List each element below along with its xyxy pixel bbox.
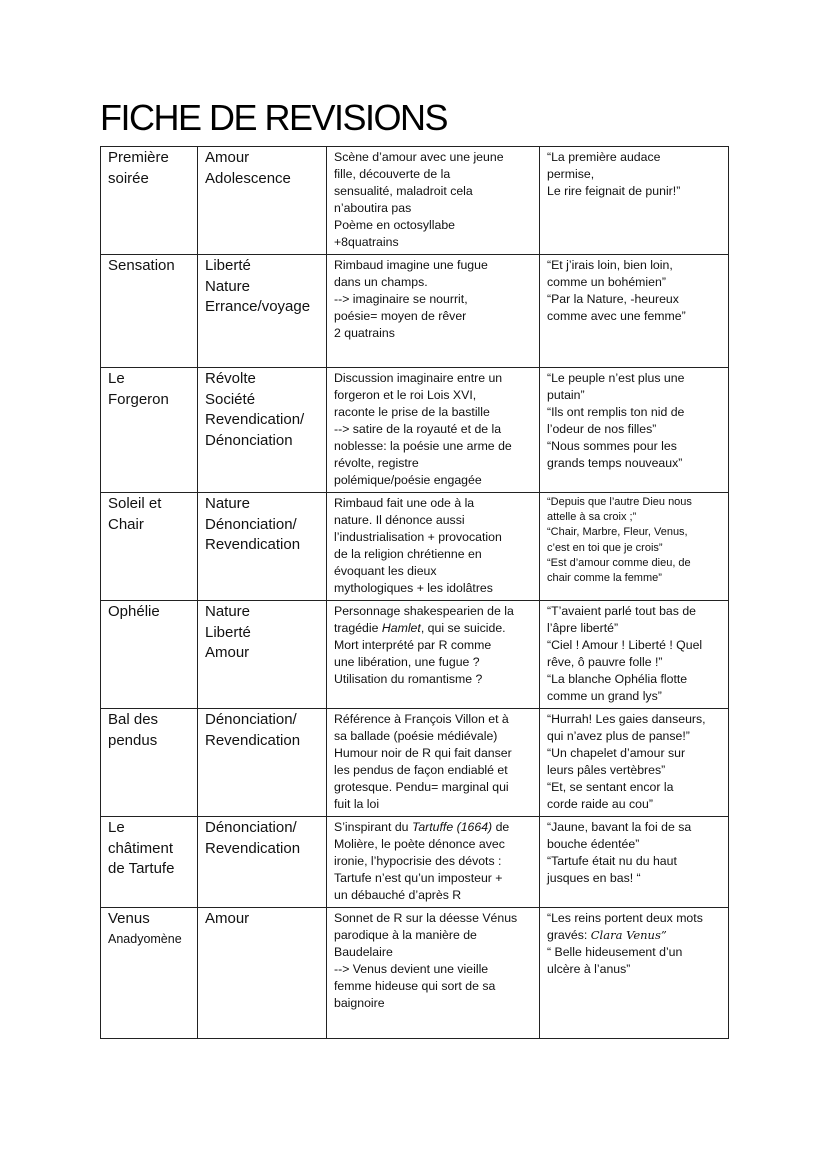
quote-line: “Hurrah! Les gaies danseurs, xyxy=(547,712,706,726)
quote-line: chair comme la femme” xyxy=(547,572,662,585)
analysis-line: Rimbaud imagine une fugue xyxy=(334,258,488,272)
quote-line: “Le peuple n’est plus une xyxy=(547,371,685,385)
quote-line: “Jaune, bavant la foi de sa xyxy=(547,820,692,834)
table-row xyxy=(101,601,729,709)
analysis-line: grotesque. Pendu= marginal qui xyxy=(334,780,509,794)
theme-item: Errance/voyage xyxy=(205,298,311,315)
themes-cell xyxy=(198,709,327,817)
quote-line: “Et j’irais loin, bien loin, xyxy=(547,258,673,272)
themes-cell xyxy=(198,817,327,908)
analysis-line: Scène d’amour avec une jeune xyxy=(334,150,504,164)
analysis-line: --> Venus devient une vieille xyxy=(334,962,489,976)
quote-line: corde raide au cou” xyxy=(547,797,653,811)
quote-line: “Et, se sentant encor la xyxy=(547,780,674,794)
poem-title-cell xyxy=(101,255,198,368)
analysis-line: une libération, une fugue ? xyxy=(334,655,480,669)
quote-line: attelle à sa croix ;” xyxy=(547,511,637,524)
poem-title-cell xyxy=(101,817,198,908)
analysis-cell xyxy=(327,147,540,255)
poem-title-line: Ophélie xyxy=(108,603,160,620)
poem-title-cell xyxy=(101,147,198,255)
analysis-cell xyxy=(327,255,540,368)
themes-cell xyxy=(198,908,327,1039)
theme-item: Dénonciation/ xyxy=(205,515,297,533)
themes-cell xyxy=(198,493,327,601)
analysis-cell xyxy=(327,908,540,1039)
quote-line: putain” xyxy=(547,388,585,402)
analysis-line: sa ballade (poésie médiévale) xyxy=(334,729,498,743)
quote-line: l’odeur de nos filles” xyxy=(547,422,657,436)
table-row xyxy=(101,493,729,601)
page-title: FICHE DE REVISIONS xyxy=(100,97,448,138)
table-row xyxy=(101,709,729,817)
analysis-cell xyxy=(327,493,540,601)
quotes-cell xyxy=(540,709,729,817)
table-row xyxy=(101,908,729,1039)
quote-line: permise, xyxy=(547,167,595,181)
quote-line: “Par la Nature, -heureux xyxy=(547,292,679,306)
analysis-cell xyxy=(327,368,540,493)
revision-table xyxy=(100,146,729,1039)
quote-line: l’âpre liberté” xyxy=(547,621,619,635)
analysis-line: les pendus de façon endiablé et xyxy=(334,763,508,777)
poem-title-line: de Tartufe xyxy=(108,860,175,877)
quotes-cell xyxy=(540,601,729,709)
poem-title-line: soirée xyxy=(108,169,149,187)
theme-item: Révolte xyxy=(205,370,256,387)
analysis-text: de xyxy=(492,820,510,834)
analysis-line: sensualité, maladroit cela xyxy=(334,184,473,198)
analysis-line: fille, découverte de la xyxy=(334,167,451,181)
poem-title-line: Chair xyxy=(108,515,144,533)
analysis-line xyxy=(334,819,532,836)
quote-line: comme un grand lys” xyxy=(547,689,662,703)
quote-line: “Depuis que l’autre Dieu nous xyxy=(547,496,692,508)
quote-line xyxy=(547,927,721,944)
analysis-line: Référence à François Villon et à xyxy=(334,712,509,726)
quote-line: “Un chapelet d’amour sur xyxy=(547,746,686,760)
poem-title-line: Sensation xyxy=(108,257,175,274)
quote-line: “Est d’amour comme dieu, de xyxy=(547,556,691,569)
themes-cell xyxy=(198,368,327,493)
theme-item: Dénonciation/ xyxy=(205,711,297,728)
poem-title-line: Venus xyxy=(108,910,150,927)
poem-title-cell xyxy=(101,908,198,1039)
analysis-line: forgeron et le roi Lois XVI, xyxy=(334,388,477,402)
quote-emphasis: Clara Venus” xyxy=(590,928,667,942)
analysis-line: n’aboutira pas xyxy=(334,201,412,215)
analysis-line: Sonnet de R sur la déesse Vénus xyxy=(334,911,518,925)
poem-title-cell xyxy=(101,493,198,601)
analysis-line: fuit la loi xyxy=(334,797,380,811)
quote-line: “La première audace xyxy=(547,150,661,164)
poem-subtitle: Anadyomène xyxy=(108,931,182,946)
analysis-line: baignoire xyxy=(334,996,385,1010)
theme-item: Dénonciation/ xyxy=(205,819,297,836)
analysis-line: un débauché d’après R xyxy=(334,888,462,902)
quote-line: comme avec une femme” xyxy=(547,309,686,323)
analysis-line: mythologiques + les idolâtres xyxy=(334,581,493,595)
analysis-line: raconte le prise de la bastille xyxy=(334,405,490,419)
quote-line: grands temps nouveaux” xyxy=(547,456,683,470)
theme-item: Revendication xyxy=(205,839,301,857)
analysis-line: femme hideuse qui sort de sa xyxy=(334,979,496,993)
theme-item: Amour xyxy=(205,644,250,661)
quotes-cell xyxy=(540,255,729,368)
themes-cell xyxy=(198,255,327,368)
theme-item: Revendication xyxy=(205,731,301,749)
analysis-line: --> imaginaire se nourrit, xyxy=(334,292,468,306)
analysis-line: noblesse: la poésie une arme de xyxy=(334,439,512,453)
analysis-line: Humour noir de R qui fait danser xyxy=(334,746,512,760)
poem-title-cell xyxy=(101,709,198,817)
theme-item: Nature xyxy=(205,277,251,295)
analysis-line: +8quatrains xyxy=(334,235,399,249)
analysis-line: évoquant les dieux xyxy=(334,564,437,578)
theme-item: Dénonciation xyxy=(205,431,293,449)
table-row xyxy=(101,147,729,255)
analysis-cell xyxy=(327,709,540,817)
analysis-line xyxy=(334,620,532,637)
poem-title-cell xyxy=(101,601,198,709)
quotes-cell xyxy=(540,817,729,908)
quote-line: bouche édentée” xyxy=(547,837,640,851)
table-row xyxy=(101,368,729,493)
analysis-line: --> satire de la royauté et de la xyxy=(334,422,502,436)
poem-title-line: Bal des xyxy=(108,711,159,728)
quote-line: c’est en toi que je crois” xyxy=(547,541,663,554)
theme-item: Nature xyxy=(205,495,251,512)
theme-item: Adolescence xyxy=(205,169,291,187)
theme-item: Amour xyxy=(205,910,250,927)
quote-line: “Les reins portent deux mots xyxy=(547,911,703,925)
theme-item: Revendication xyxy=(205,536,301,553)
analysis-text: tragédie xyxy=(334,621,382,635)
analysis-line: ironie, l’hypocrisie des dévots : xyxy=(334,854,502,868)
poem-title-cell xyxy=(101,368,198,493)
themes-cell xyxy=(198,147,327,255)
quote-line: “Chair, Marbre, Fleur, Venus, xyxy=(547,526,688,539)
analysis-cell xyxy=(327,601,540,709)
analysis-line: polémique/poésie engagée xyxy=(334,473,482,487)
quote-line: leurs pâles vertèbres” xyxy=(547,763,666,777)
theme-item: Liberté xyxy=(205,257,251,274)
quotes-cell xyxy=(540,147,729,255)
poem-title-line: pendus xyxy=(108,731,158,749)
analysis-line: révolte, registre xyxy=(334,456,419,470)
analysis-line: Rimbaud fait une ode à la xyxy=(334,496,475,510)
quote-text: gravés: xyxy=(547,928,591,942)
quote-line: qui n’avez plus de panse!” xyxy=(547,729,690,743)
poem-title-line: châtiment xyxy=(108,839,174,857)
quote-line: rêve, ô pauvre folle !” xyxy=(547,655,663,669)
poem-title-line: Première xyxy=(108,149,169,166)
quote-line: “ Belle hideusement d’un xyxy=(547,945,683,959)
quote-line: ulcère à l’anus” xyxy=(547,962,631,976)
analysis-line: poésie= moyen de rêver xyxy=(334,309,467,323)
quote-line: comme un bohémien” xyxy=(547,275,666,289)
theme-item: Nature xyxy=(205,603,251,620)
analysis-line: Discussion imaginaire entre un xyxy=(334,371,503,385)
analysis-line: Poème en octosyllabe xyxy=(334,218,455,232)
analysis-line: Personnage shakespearien de la xyxy=(334,604,514,618)
poem-title-line: Le xyxy=(108,370,125,387)
quote-line: “Nous sommes pour les xyxy=(547,439,677,453)
themes-cell xyxy=(198,601,327,709)
analysis-line: 2 quatrains xyxy=(334,326,395,340)
work-title: Tartuffe (1664) xyxy=(411,820,493,834)
quotes-cell xyxy=(540,493,729,601)
quote-line: Le rire feignait de punir!” xyxy=(547,184,681,198)
quote-line: “Tartufe était nu du haut xyxy=(547,854,677,868)
quotes-cell xyxy=(540,908,729,1039)
quote-line: “Ciel ! Amour ! Liberté ! Quel xyxy=(547,638,703,652)
analysis-line: Mort interprété par R comme xyxy=(334,638,492,652)
analysis-cell xyxy=(327,817,540,908)
theme-item: Amour xyxy=(205,149,250,166)
quote-line: “La blanche Ophélia flotte xyxy=(547,672,688,686)
analysis-text: S’inspirant du xyxy=(334,820,412,834)
analysis-text: , qui se suicide. xyxy=(420,621,506,635)
analysis-line: nature. Il dénonce aussi xyxy=(334,513,465,527)
poem-title-line: Le xyxy=(108,819,125,836)
analysis-line: parodique à la manière de xyxy=(334,928,477,942)
analysis-line: Tartufe n’est qu’un imposteur + xyxy=(334,871,503,885)
work-title: Hamlet xyxy=(381,621,421,635)
quotes-cell xyxy=(540,368,729,493)
table-row xyxy=(101,255,729,368)
theme-item: Liberté xyxy=(205,623,251,641)
analysis-line: dans un champs. xyxy=(334,275,428,289)
analysis-line: Molière, le poète dénonce avec xyxy=(334,837,505,851)
quote-line: “Ils ont remplis ton nid de xyxy=(547,405,685,419)
analysis-line: de la religion chrétienne en xyxy=(334,547,482,561)
poem-title-line: Soleil et xyxy=(108,495,162,512)
poem-title-line: Forgeron xyxy=(108,390,169,408)
theme-item: Revendication/ xyxy=(205,411,305,428)
quote-line: “T’avaient parlé tout bas de xyxy=(547,604,697,618)
analysis-line: Utilisation du romantisme ? xyxy=(334,672,483,686)
analysis-line: Baudelaire xyxy=(334,945,393,959)
quote-line: jusques en bas! “ xyxy=(547,871,641,885)
theme-item: Société xyxy=(205,390,256,408)
table-row xyxy=(101,817,729,908)
analysis-line: l’industrialisation + provocation xyxy=(334,530,502,544)
